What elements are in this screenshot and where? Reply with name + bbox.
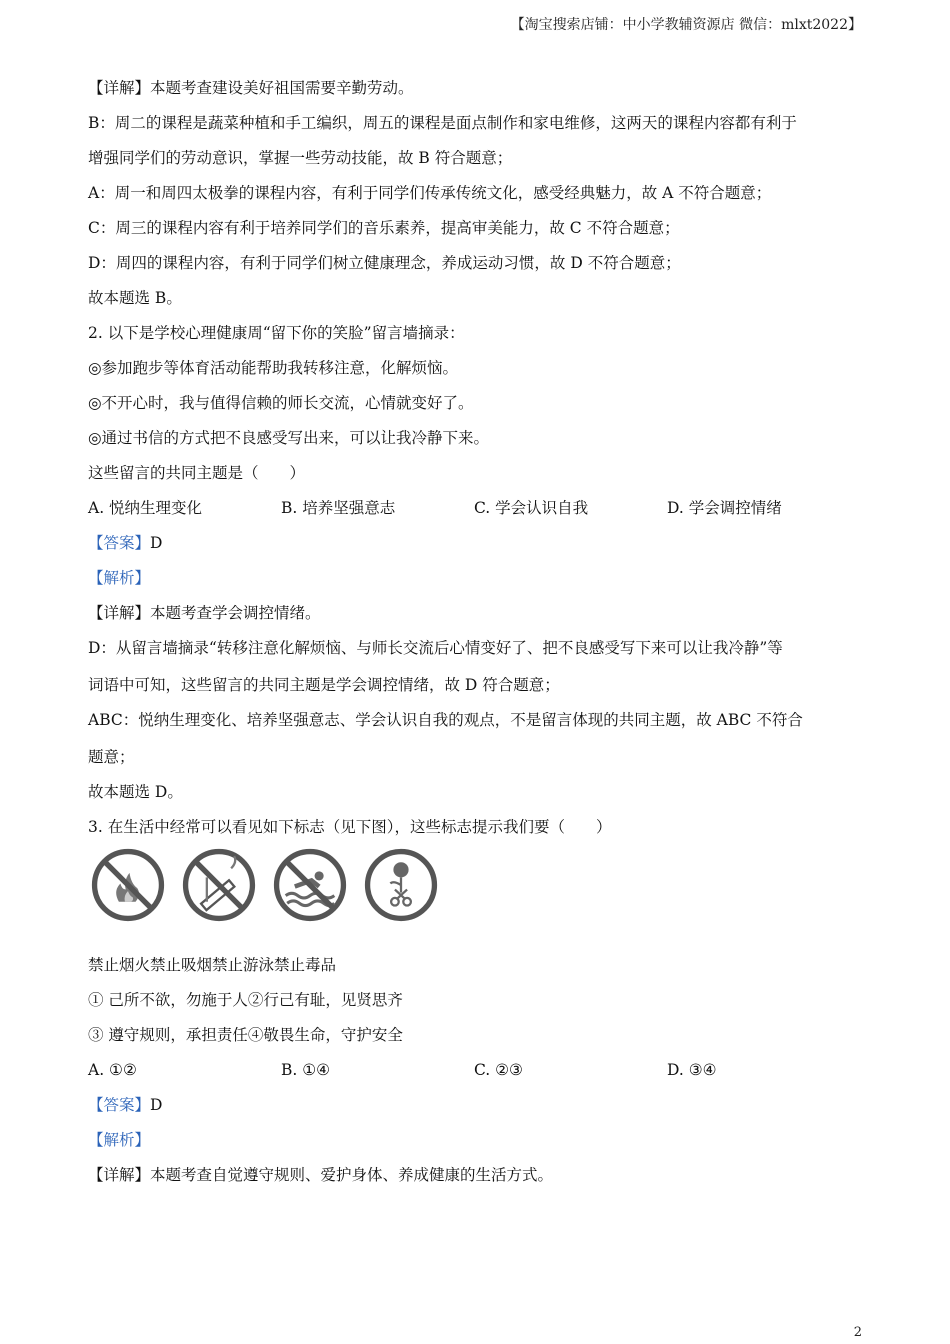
- q3-sign-caption: 禁止烟火禁止吸烟禁止游泳禁止毒品: [88, 956, 337, 974]
- q2-answer-label: 【答案】: [88, 534, 151, 552]
- q3-option-c: C. ②③: [474, 1061, 523, 1079]
- q3-answer-label: 【答案】: [88, 1096, 151, 1114]
- q3-analysis-label: 【解析】: [88, 1131, 151, 1149]
- q1-a-line: A：周一和周四太极拳的课程内容，有利于同学们传承传统文化，感受经典魅力，故 A 不符合题意；: [88, 184, 772, 202]
- q2-message-2: ◎不开心时，我与值得信赖的师长交流，心情就变好了。: [88, 394, 474, 412]
- q1-b-line2: 增强同学们的劳动意识，掌握一些劳动技能，故 B 符合题意；: [88, 149, 513, 167]
- no-fire-icon: [90, 847, 166, 923]
- q2-message-1: ◎参加跑步等体育活动能帮助我转移注意，化解烦恼。: [88, 359, 459, 377]
- q2-d-line1: D：从留言墙摘录“转移注意化解烦恼、与师长交流后心情变好了、把不良感受写下来可以让我冷静”等: [88, 639, 783, 657]
- q2-option-a: A. 悦纳生理变化: [88, 499, 203, 517]
- q3-choice-line1: ① 己所不欲，勿施于人②行己有耻，见贤思齐: [88, 991, 403, 1009]
- q2-option-c: C. 学会认识自我: [474, 499, 589, 517]
- q2-answer-value: D: [150, 534, 163, 552]
- document-body: [88, 78, 860, 1185]
- q1-conclusion: 故本题选 B。: [88, 289, 182, 307]
- q2-option-b: B. 培养坚强意志: [281, 499, 396, 517]
- q3-options: [88, 1060, 860, 1080]
- q3-sign-images: [90, 847, 860, 931]
- q2-abc-line2: 题意；: [88, 748, 135, 766]
- q3-detail: 【详解】本题考查自觉遵守规则、爱护身体、养成健康的生活方式。: [88, 1166, 554, 1184]
- q2-conclusion: 故本题选 D。: [88, 783, 183, 801]
- no-drugs-icon: [363, 847, 439, 923]
- q2-analysis-label: 【解析】: [88, 569, 151, 587]
- no-smoking-icon: [181, 847, 257, 923]
- q2-d-line2: 词语中可知，这些留言的共同主题是学会调控情绪，故 D 符合题意；: [88, 676, 560, 694]
- page-number: 2: [853, 1325, 862, 1340]
- q2-message-3: ◎通过书信的方式把不良感受写出来，可以让我冷静下来。: [88, 429, 490, 447]
- q2-option-d: D. 学会调控情绪: [667, 499, 782, 517]
- q3-option-a: A. ①②: [88, 1061, 137, 1079]
- q3-answer: [88, 1095, 860, 1115]
- q2-detail: 【详解】本题考查学会调控情绪。: [88, 604, 321, 622]
- q3-option-b: B. ①④: [281, 1061, 331, 1079]
- q2-question: 这些留言的共同主题是（ ）: [88, 464, 306, 482]
- q2-stem: 2. 以下是学校心理健康周“留下你的笑脸”留言墙摘录：: [88, 324, 465, 342]
- header-shop-note: 【淘宝搜索店铺：中小学教辅资源店 微信：mlxt2022】: [510, 17, 862, 33]
- q3-choice-line2: ③ 遵守规则，承担责任④敬畏生命，守护安全: [88, 1026, 403, 1044]
- q1-detail: 【详解】本题考查建设美好祖国需要辛勤劳动。: [88, 79, 414, 97]
- q1-b-line1: B：周二的课程是蔬菜种植和手工编织，周五的课程是面点制作和家电维修，这两天的课程内容都有利于: [88, 114, 797, 132]
- q2-options: [88, 498, 860, 518]
- q1-d-line: D：周四的课程内容，有利于同学们树立健康理念，养成运动习惯，故 D 不符合题意；: [88, 254, 681, 272]
- q1-c-line: C：周三的课程内容有利于培养同学们的音乐素养，提高审美能力，故 C 不符合题意；: [88, 219, 680, 237]
- q2-answer: [88, 533, 860, 553]
- q3-stem: 3. 在生活中经常可以看见如下标志（见下图），这些标志提示我们要（ ）: [88, 818, 612, 836]
- no-swimming-icon: [272, 847, 348, 923]
- q3-option-d: D. ③④: [667, 1061, 717, 1079]
- q3-answer-value: D: [150, 1096, 163, 1114]
- q2-abc-line1: ABC：悦纳生理变化、培养坚强意志、学会认识自我的观点，不是留言体现的共同主题，故 ABC 不符合: [88, 711, 803, 729]
